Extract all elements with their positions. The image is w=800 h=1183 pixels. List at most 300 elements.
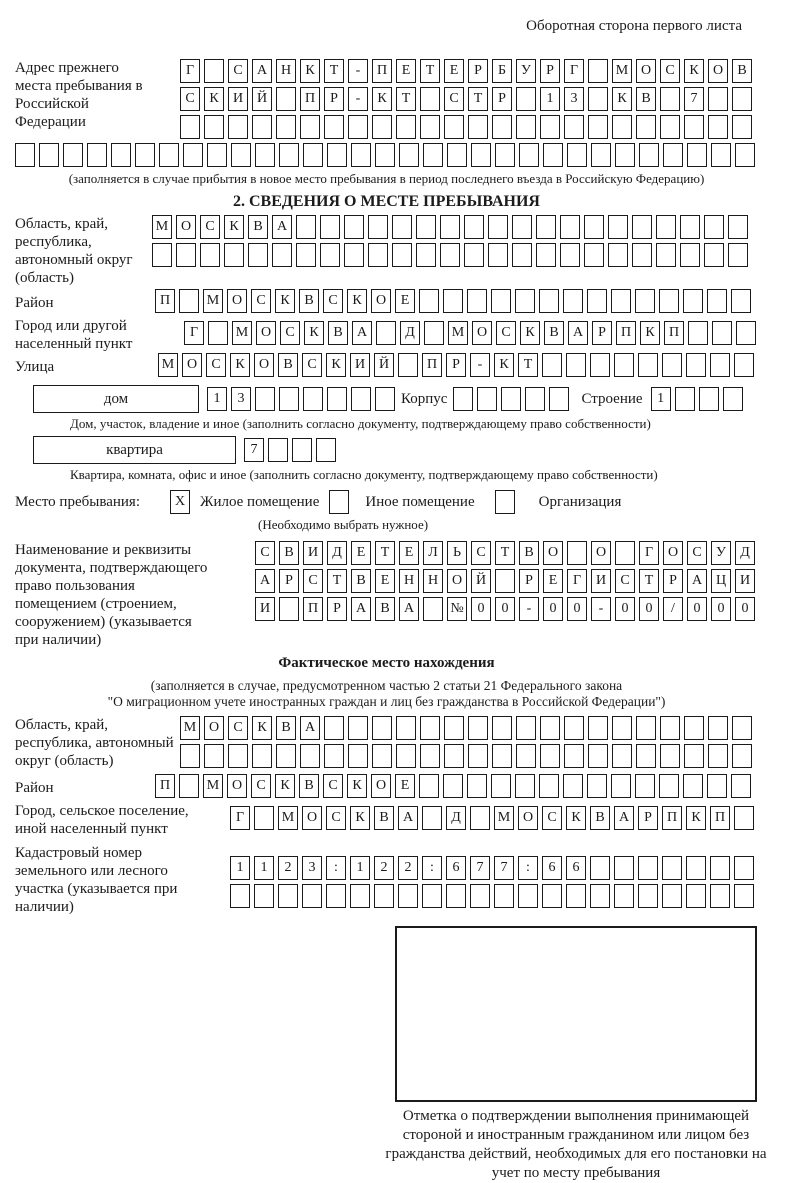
char-box[interactable] bbox=[292, 438, 312, 462]
char-box[interactable]: - bbox=[348, 87, 368, 111]
char-box[interactable]: А bbox=[398, 806, 418, 830]
char-box[interactable]: М bbox=[180, 716, 200, 740]
char-box[interactable]: Е bbox=[396, 59, 416, 83]
char-box[interactable] bbox=[680, 243, 700, 267]
char-box[interactable]: В bbox=[732, 59, 752, 83]
char-box[interactable] bbox=[686, 353, 706, 377]
char-box[interactable] bbox=[542, 353, 562, 377]
char-box[interactable] bbox=[734, 856, 754, 880]
char-box[interactable] bbox=[587, 289, 607, 313]
char-box[interactable]: X bbox=[170, 490, 190, 514]
char-box[interactable]: Л bbox=[423, 541, 443, 565]
char-box[interactable] bbox=[590, 856, 610, 880]
char-box[interactable]: Р bbox=[324, 87, 344, 111]
char-box[interactable] bbox=[518, 884, 538, 908]
char-box[interactable] bbox=[584, 215, 604, 239]
char-box[interactable]: С bbox=[471, 541, 491, 565]
char-box[interactable]: 2 bbox=[398, 856, 418, 880]
char-box[interactable] bbox=[566, 353, 586, 377]
char-box[interactable]: О bbox=[543, 541, 563, 565]
char-box[interactable]: Т bbox=[468, 87, 488, 111]
char-box[interactable]: Р bbox=[638, 806, 658, 830]
char-box[interactable] bbox=[268, 438, 288, 462]
char-box[interactable] bbox=[15, 143, 35, 167]
char-box[interactable]: - bbox=[348, 59, 368, 83]
char-box[interactable] bbox=[326, 884, 346, 908]
char-box[interactable]: 3 bbox=[564, 87, 584, 111]
char-box[interactable]: 1 bbox=[651, 387, 671, 411]
char-box[interactable] bbox=[470, 884, 490, 908]
char-box[interactable] bbox=[320, 215, 340, 239]
char-box[interactable]: 3 bbox=[302, 856, 322, 880]
char-box[interactable]: К bbox=[204, 87, 224, 111]
char-box[interactable] bbox=[255, 387, 275, 411]
char-box[interactable] bbox=[320, 243, 340, 267]
char-box[interactable] bbox=[444, 716, 464, 740]
char-box[interactable]: 3 bbox=[231, 387, 251, 411]
char-box[interactable]: К bbox=[494, 353, 514, 377]
char-box[interactable] bbox=[632, 243, 652, 267]
char-box[interactable] bbox=[683, 289, 703, 313]
char-box[interactable] bbox=[734, 884, 754, 908]
char-box[interactable] bbox=[492, 716, 512, 740]
char-box[interactable] bbox=[374, 884, 394, 908]
char-box[interactable] bbox=[660, 744, 680, 768]
char-box[interactable] bbox=[495, 143, 515, 167]
char-box[interactable]: 0 bbox=[471, 597, 491, 621]
char-box[interactable] bbox=[615, 143, 635, 167]
char-box[interactable]: Е bbox=[395, 289, 415, 313]
char-box[interactable] bbox=[564, 744, 584, 768]
char-box[interactable] bbox=[200, 243, 220, 267]
char-box[interactable] bbox=[612, 716, 632, 740]
char-box[interactable]: К bbox=[347, 774, 367, 798]
char-box[interactable] bbox=[276, 87, 296, 111]
char-box[interactable]: Г bbox=[567, 569, 587, 593]
char-box[interactable] bbox=[396, 115, 416, 139]
char-box[interactable] bbox=[540, 744, 560, 768]
char-box[interactable] bbox=[660, 716, 680, 740]
char-box[interactable] bbox=[732, 744, 752, 768]
char-box[interactable]: Р bbox=[519, 569, 539, 593]
char-box[interactable] bbox=[252, 744, 272, 768]
char-box[interactable]: А bbox=[568, 321, 588, 345]
char-box[interactable] bbox=[515, 774, 535, 798]
char-box[interactable] bbox=[638, 884, 658, 908]
char-box[interactable] bbox=[419, 774, 439, 798]
char-box[interactable] bbox=[279, 387, 299, 411]
char-box[interactable]: Т bbox=[495, 541, 515, 565]
char-box[interactable]: Р bbox=[468, 59, 488, 83]
char-box[interactable] bbox=[612, 744, 632, 768]
char-box[interactable]: С bbox=[323, 774, 343, 798]
char-box[interactable]: 7 bbox=[494, 856, 514, 880]
char-box[interactable]: Д bbox=[400, 321, 420, 345]
char-box[interactable] bbox=[492, 744, 512, 768]
char-box[interactable] bbox=[468, 716, 488, 740]
char-box[interactable]: К bbox=[684, 59, 704, 83]
char-box[interactable] bbox=[543, 143, 563, 167]
char-box[interactable]: С bbox=[326, 806, 346, 830]
char-box[interactable] bbox=[468, 115, 488, 139]
char-box[interactable] bbox=[444, 744, 464, 768]
char-box[interactable]: Д bbox=[327, 541, 347, 565]
char-box[interactable]: Т bbox=[324, 59, 344, 83]
char-box[interactable]: № bbox=[447, 597, 467, 621]
char-box[interactable] bbox=[590, 353, 610, 377]
char-box[interactable]: С bbox=[200, 215, 220, 239]
char-box[interactable] bbox=[704, 243, 724, 267]
char-box[interactable]: О bbox=[518, 806, 538, 830]
char-box[interactable] bbox=[684, 744, 704, 768]
char-box[interactable] bbox=[684, 716, 704, 740]
char-box[interactable] bbox=[512, 215, 532, 239]
char-box[interactable]: О bbox=[371, 289, 391, 313]
char-box[interactable]: П bbox=[662, 806, 682, 830]
char-box[interactable] bbox=[611, 289, 631, 313]
char-box[interactable]: П bbox=[372, 59, 392, 83]
char-box[interactable]: 0 bbox=[711, 597, 731, 621]
char-box[interactable] bbox=[324, 744, 344, 768]
char-box[interactable] bbox=[372, 744, 392, 768]
char-box[interactable] bbox=[420, 87, 440, 111]
char-box[interactable] bbox=[303, 387, 323, 411]
char-box[interactable] bbox=[207, 143, 227, 167]
char-box[interactable]: Г bbox=[180, 59, 200, 83]
char-box[interactable] bbox=[519, 143, 539, 167]
char-box[interactable] bbox=[588, 716, 608, 740]
char-box[interactable] bbox=[254, 884, 274, 908]
char-box[interactable]: В bbox=[519, 541, 539, 565]
char-box[interactable]: В bbox=[248, 215, 268, 239]
char-box[interactable]: Р bbox=[540, 59, 560, 83]
char-box[interactable] bbox=[350, 884, 370, 908]
char-box[interactable]: : bbox=[326, 856, 346, 880]
char-box[interactable] bbox=[248, 243, 268, 267]
char-box[interactable]: О bbox=[302, 806, 322, 830]
char-box[interactable] bbox=[447, 143, 467, 167]
char-box[interactable]: К bbox=[612, 87, 632, 111]
char-box[interactable] bbox=[611, 774, 631, 798]
char-box[interactable] bbox=[495, 490, 515, 514]
char-box[interactable]: С bbox=[255, 541, 275, 565]
char-box[interactable] bbox=[564, 115, 584, 139]
char-box[interactable]: - bbox=[470, 353, 490, 377]
char-box[interactable]: П bbox=[422, 353, 442, 377]
char-box[interactable] bbox=[591, 143, 611, 167]
char-box[interactable] bbox=[728, 215, 748, 239]
char-box[interactable]: О bbox=[254, 353, 274, 377]
char-box[interactable]: О bbox=[227, 289, 247, 313]
char-box[interactable]: В bbox=[351, 569, 371, 593]
char-box[interactable]: У bbox=[711, 541, 731, 565]
char-box[interactable] bbox=[662, 353, 682, 377]
char-box[interactable] bbox=[516, 115, 536, 139]
char-box[interactable] bbox=[398, 353, 418, 377]
char-box[interactable] bbox=[464, 243, 484, 267]
char-box[interactable] bbox=[396, 716, 416, 740]
char-box[interactable]: 7 bbox=[470, 856, 490, 880]
char-box[interactable] bbox=[663, 143, 683, 167]
char-box[interactable]: П bbox=[616, 321, 636, 345]
char-box[interactable]: А bbox=[687, 569, 707, 593]
char-box[interactable] bbox=[443, 289, 463, 313]
char-box[interactable] bbox=[300, 744, 320, 768]
char-box[interactable] bbox=[687, 143, 707, 167]
char-box[interactable]: Т bbox=[396, 87, 416, 111]
char-box[interactable] bbox=[316, 438, 336, 462]
char-box[interactable] bbox=[711, 143, 731, 167]
char-box[interactable] bbox=[396, 744, 416, 768]
char-box[interactable]: М bbox=[203, 774, 223, 798]
char-box[interactable]: О bbox=[204, 716, 224, 740]
char-box[interactable] bbox=[636, 115, 656, 139]
char-box[interactable]: 0 bbox=[735, 597, 755, 621]
char-box[interactable]: Ц bbox=[711, 569, 731, 593]
char-box[interactable] bbox=[63, 143, 83, 167]
char-box[interactable]: 6 bbox=[542, 856, 562, 880]
char-box[interactable]: Р bbox=[327, 597, 347, 621]
char-box[interactable] bbox=[453, 387, 473, 411]
char-box[interactable] bbox=[372, 716, 392, 740]
char-box[interactable] bbox=[327, 387, 347, 411]
char-box[interactable]: О bbox=[371, 774, 391, 798]
char-box[interactable]: Г bbox=[639, 541, 659, 565]
char-box[interactable]: / bbox=[663, 597, 683, 621]
char-box[interactable]: О bbox=[182, 353, 202, 377]
char-box[interactable]: В bbox=[590, 806, 610, 830]
char-box[interactable]: О bbox=[708, 59, 728, 83]
char-box[interactable]: 1 bbox=[254, 856, 274, 880]
char-box[interactable]: О bbox=[256, 321, 276, 345]
char-box[interactable]: К bbox=[275, 774, 295, 798]
char-box[interactable] bbox=[375, 387, 395, 411]
char-box[interactable] bbox=[590, 884, 610, 908]
char-box[interactable]: : bbox=[518, 856, 538, 880]
char-box[interactable]: С bbox=[444, 87, 464, 111]
char-box[interactable] bbox=[662, 856, 682, 880]
char-box[interactable]: С bbox=[228, 59, 248, 83]
char-box[interactable] bbox=[638, 856, 658, 880]
char-box[interactable] bbox=[710, 856, 730, 880]
char-box[interactable] bbox=[135, 143, 155, 167]
char-box[interactable]: О bbox=[591, 541, 611, 565]
char-box[interactable] bbox=[688, 321, 708, 345]
char-box[interactable] bbox=[471, 143, 491, 167]
char-box[interactable] bbox=[686, 884, 706, 908]
char-box[interactable]: С bbox=[687, 541, 707, 565]
char-box[interactable] bbox=[279, 143, 299, 167]
char-box[interactable] bbox=[588, 744, 608, 768]
char-box[interactable]: Д bbox=[735, 541, 755, 565]
char-box[interactable] bbox=[488, 243, 508, 267]
char-box[interactable]: М bbox=[278, 806, 298, 830]
char-box[interactable] bbox=[686, 856, 706, 880]
char-box[interactable] bbox=[204, 744, 224, 768]
char-box[interactable]: Р bbox=[663, 569, 683, 593]
char-box[interactable] bbox=[399, 143, 419, 167]
char-box[interactable]: П bbox=[300, 87, 320, 111]
char-box[interactable] bbox=[525, 387, 545, 411]
char-box[interactable]: Р bbox=[492, 87, 512, 111]
char-box[interactable]: Д bbox=[446, 806, 466, 830]
char-box[interactable] bbox=[204, 115, 224, 139]
char-box[interactable]: Т bbox=[420, 59, 440, 83]
char-box[interactable] bbox=[467, 289, 487, 313]
char-box[interactable]: Е bbox=[444, 59, 464, 83]
char-box[interactable] bbox=[723, 387, 743, 411]
char-box[interactable]: Н bbox=[399, 569, 419, 593]
char-box[interactable] bbox=[420, 744, 440, 768]
char-box[interactable]: П bbox=[664, 321, 684, 345]
char-box[interactable] bbox=[204, 59, 224, 83]
char-box[interactable]: Е bbox=[399, 541, 419, 565]
char-box[interactable]: С bbox=[206, 353, 226, 377]
char-box[interactable] bbox=[488, 215, 508, 239]
char-box[interactable] bbox=[680, 215, 700, 239]
char-box[interactable] bbox=[639, 143, 659, 167]
char-box[interactable]: У bbox=[516, 59, 536, 83]
char-box[interactable]: Ь bbox=[447, 541, 467, 565]
char-box[interactable]: Р bbox=[279, 569, 299, 593]
char-box[interactable] bbox=[731, 774, 751, 798]
char-box[interactable] bbox=[708, 744, 728, 768]
char-box[interactable] bbox=[564, 716, 584, 740]
char-box[interactable] bbox=[444, 115, 464, 139]
char-box[interactable] bbox=[635, 289, 655, 313]
char-box[interactable]: В bbox=[374, 806, 394, 830]
char-box[interactable]: С bbox=[303, 569, 323, 593]
char-box[interactable] bbox=[708, 115, 728, 139]
char-box[interactable] bbox=[446, 884, 466, 908]
char-box[interactable] bbox=[348, 744, 368, 768]
char-box[interactable] bbox=[567, 143, 587, 167]
char-box[interactable]: Й bbox=[252, 87, 272, 111]
char-box[interactable] bbox=[732, 115, 752, 139]
char-box[interactable] bbox=[392, 243, 412, 267]
char-box[interactable] bbox=[536, 215, 556, 239]
char-box[interactable]: 1 bbox=[230, 856, 250, 880]
char-box[interactable]: С bbox=[542, 806, 562, 830]
char-box[interactable]: С bbox=[280, 321, 300, 345]
char-box[interactable] bbox=[278, 884, 298, 908]
char-box[interactable] bbox=[660, 87, 680, 111]
char-box[interactable] bbox=[443, 774, 463, 798]
char-box[interactable] bbox=[422, 884, 442, 908]
char-box[interactable]: Б bbox=[492, 59, 512, 83]
char-box[interactable] bbox=[324, 716, 344, 740]
char-box[interactable]: 0 bbox=[639, 597, 659, 621]
char-box[interactable] bbox=[656, 215, 676, 239]
char-box[interactable]: С bbox=[251, 289, 271, 313]
char-box[interactable]: К bbox=[275, 289, 295, 313]
char-box[interactable]: Г bbox=[184, 321, 204, 345]
char-box[interactable] bbox=[588, 59, 608, 83]
char-box[interactable]: С bbox=[302, 353, 322, 377]
char-box[interactable]: Н bbox=[276, 59, 296, 83]
char-box[interactable] bbox=[224, 243, 244, 267]
char-box[interactable]: К bbox=[350, 806, 370, 830]
char-box[interactable]: В bbox=[375, 597, 395, 621]
char-box[interactable]: С bbox=[660, 59, 680, 83]
char-box[interactable] bbox=[423, 597, 443, 621]
char-box[interactable]: 7 bbox=[244, 438, 264, 462]
char-box[interactable]: В bbox=[299, 774, 319, 798]
char-box[interactable] bbox=[180, 115, 200, 139]
char-box[interactable] bbox=[710, 884, 730, 908]
char-box[interactable]: 0 bbox=[687, 597, 707, 621]
char-box[interactable] bbox=[276, 744, 296, 768]
char-box[interactable] bbox=[675, 387, 695, 411]
char-box[interactable] bbox=[563, 289, 583, 313]
char-box[interactable] bbox=[470, 806, 490, 830]
char-box[interactable]: В bbox=[279, 541, 299, 565]
char-box[interactable]: С bbox=[496, 321, 516, 345]
char-box[interactable] bbox=[344, 243, 364, 267]
char-box[interactable]: В bbox=[328, 321, 348, 345]
char-box[interactable]: Р bbox=[446, 353, 466, 377]
char-box[interactable]: К bbox=[304, 321, 324, 345]
char-box[interactable] bbox=[636, 744, 656, 768]
char-box[interactable] bbox=[684, 115, 704, 139]
char-box[interactable] bbox=[588, 87, 608, 111]
char-box[interactable]: Й bbox=[471, 569, 491, 593]
char-box[interactable] bbox=[683, 774, 703, 798]
char-box[interactable]: 7 bbox=[684, 87, 704, 111]
char-box[interactable]: А bbox=[300, 716, 320, 740]
char-box[interactable]: И bbox=[591, 569, 611, 593]
char-box[interactable] bbox=[440, 215, 460, 239]
char-box[interactable] bbox=[228, 115, 248, 139]
char-box[interactable] bbox=[230, 884, 250, 908]
char-box[interactable]: Г bbox=[564, 59, 584, 83]
char-box[interactable] bbox=[491, 774, 511, 798]
char-box[interactable] bbox=[501, 387, 521, 411]
char-box[interactable] bbox=[516, 716, 536, 740]
char-box[interactable] bbox=[732, 87, 752, 111]
char-box[interactable]: Т bbox=[639, 569, 659, 593]
char-box[interactable]: С bbox=[251, 774, 271, 798]
char-box[interactable] bbox=[608, 215, 628, 239]
char-box[interactable] bbox=[704, 215, 724, 239]
char-box[interactable] bbox=[368, 215, 388, 239]
char-box[interactable] bbox=[584, 243, 604, 267]
char-box[interactable]: В bbox=[299, 289, 319, 313]
char-box[interactable]: 0 bbox=[495, 597, 515, 621]
char-box[interactable]: Г bbox=[230, 806, 250, 830]
char-box[interactable] bbox=[416, 243, 436, 267]
char-box[interactable]: К bbox=[372, 87, 392, 111]
char-box[interactable]: М bbox=[152, 215, 172, 239]
char-box[interactable] bbox=[560, 215, 580, 239]
char-box[interactable]: К bbox=[326, 353, 346, 377]
char-box[interactable]: П bbox=[303, 597, 323, 621]
char-box[interactable]: В bbox=[278, 353, 298, 377]
char-box[interactable]: - bbox=[519, 597, 539, 621]
char-box[interactable]: М bbox=[232, 321, 252, 345]
char-box[interactable] bbox=[324, 115, 344, 139]
char-box[interactable]: А bbox=[252, 59, 272, 83]
char-box[interactable]: А bbox=[272, 215, 292, 239]
char-box[interactable]: М bbox=[448, 321, 468, 345]
char-box[interactable] bbox=[638, 353, 658, 377]
char-box[interactable]: О bbox=[472, 321, 492, 345]
char-box[interactable]: К bbox=[252, 716, 272, 740]
char-box[interactable]: И bbox=[228, 87, 248, 111]
char-box[interactable]: К bbox=[566, 806, 586, 830]
char-box[interactable] bbox=[708, 87, 728, 111]
char-box[interactable] bbox=[424, 321, 444, 345]
